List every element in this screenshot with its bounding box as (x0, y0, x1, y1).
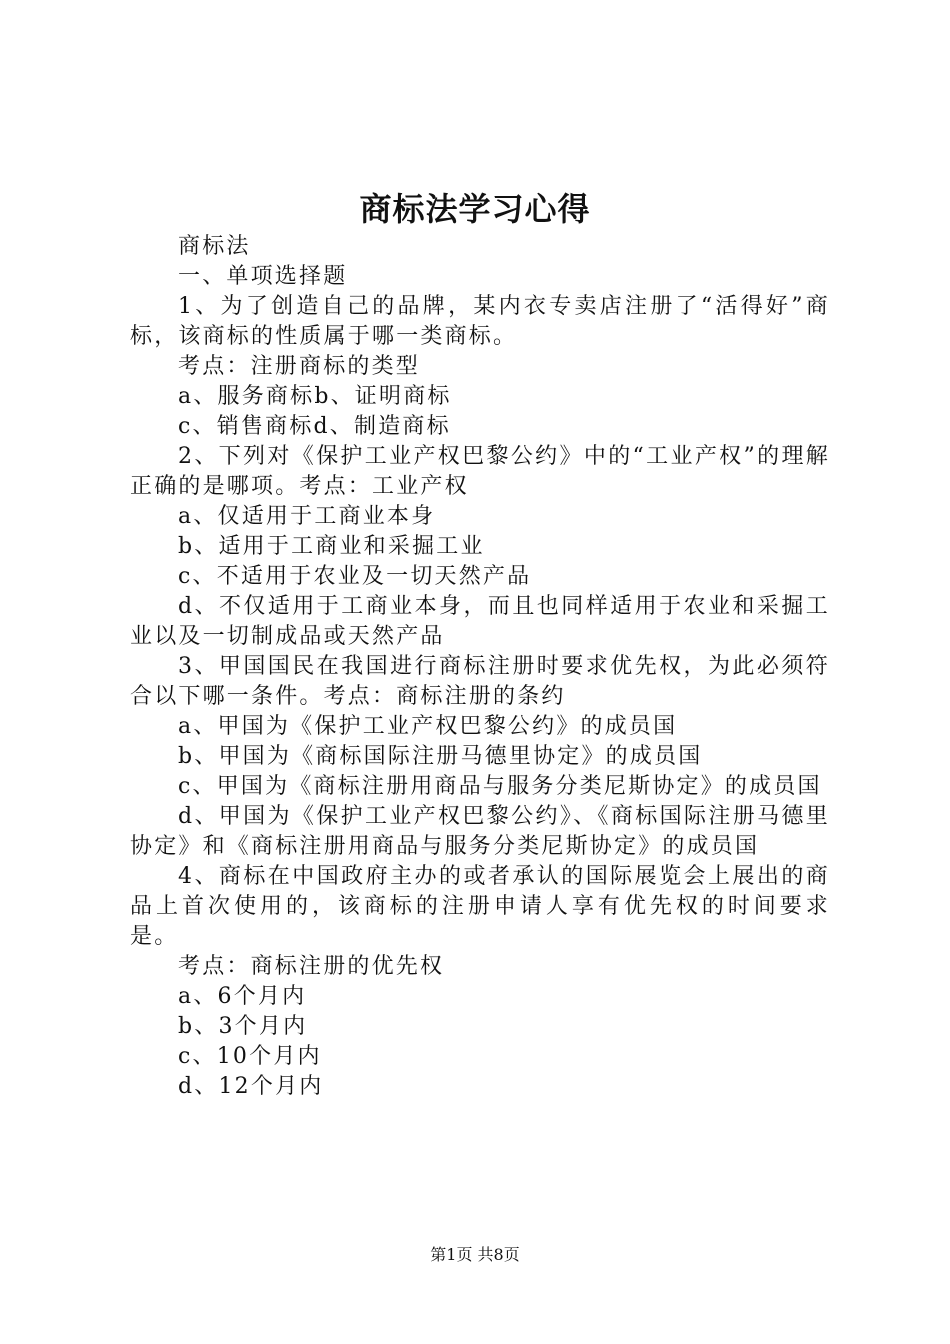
page-footer: 第1页 共8页 (430, 1245, 520, 1264)
option-d: d、12个月内 (178, 1074, 324, 1099)
option-c: c、10个月内 (178, 1044, 322, 1069)
question-2: 2、下列对《保护工业产权巴黎公约》中的“工业产权”的理解正确的是哪项。考点：工业产权 (130, 444, 830, 499)
exam-point: 考点：注册商标的类型 (178, 354, 421, 379)
option-a: a、6个月内 (178, 984, 307, 1009)
exam-point: 考点：商标注册的优先权 (178, 954, 445, 979)
document-title: 商标法学习心得 (359, 190, 591, 228)
document-body (130, 232, 830, 1102)
paragraph: 商标法 (178, 234, 251, 259)
section-heading: 一、单项选择题 (178, 264, 348, 289)
option-line: a、服务商标b、证明商标 (178, 384, 452, 409)
option-b: b、甲国为《商标国际注册马德里协定》的成员国 (178, 744, 703, 769)
option-a: a、仅适用于工商业本身 (178, 504, 436, 529)
option-d: d、不仅适用于工商业本身，而且也同样适用于农业和采掘工业以及一切制成品或天然产品 (130, 594, 830, 649)
option-b: b、适用于工商业和采掘工业 (178, 534, 485, 559)
option-c: c、不适用于农业及一切天然产品 (178, 564, 532, 589)
question-3: 3、甲国国民在我国进行商标注册时要求优先权，为此必须符合以下哪一条件。考点：商标注册的条约 (130, 654, 830, 709)
option-line: c、销售商标d、制造商标 (178, 414, 451, 439)
option-b: b、3个月内 (178, 1014, 308, 1039)
option-c: c、甲国为《商标注册用商品与服务分类尼斯协定》的成员国 (178, 774, 822, 799)
question-1: 1、为了创造自己的品牌，某内衣专卖店注册了“活得好”商标，该商标的性质属于哪一类商标。 (130, 294, 830, 349)
question-4: 4、商标在中国政府主办的或者承认的国际展览会上展出的商品上首次使用的，该商标的注册申请人享有优先权的时间要求是。 (130, 864, 830, 949)
option-a: a、甲国为《保护工业产权巴黎公约》的成员国 (178, 714, 678, 739)
option-d: d、甲国为《保护工业产权巴黎公约》、《商标国际注册马德里协定》和《商标注册用商品与服务分类尼斯协定》的成员国 (130, 804, 830, 859)
